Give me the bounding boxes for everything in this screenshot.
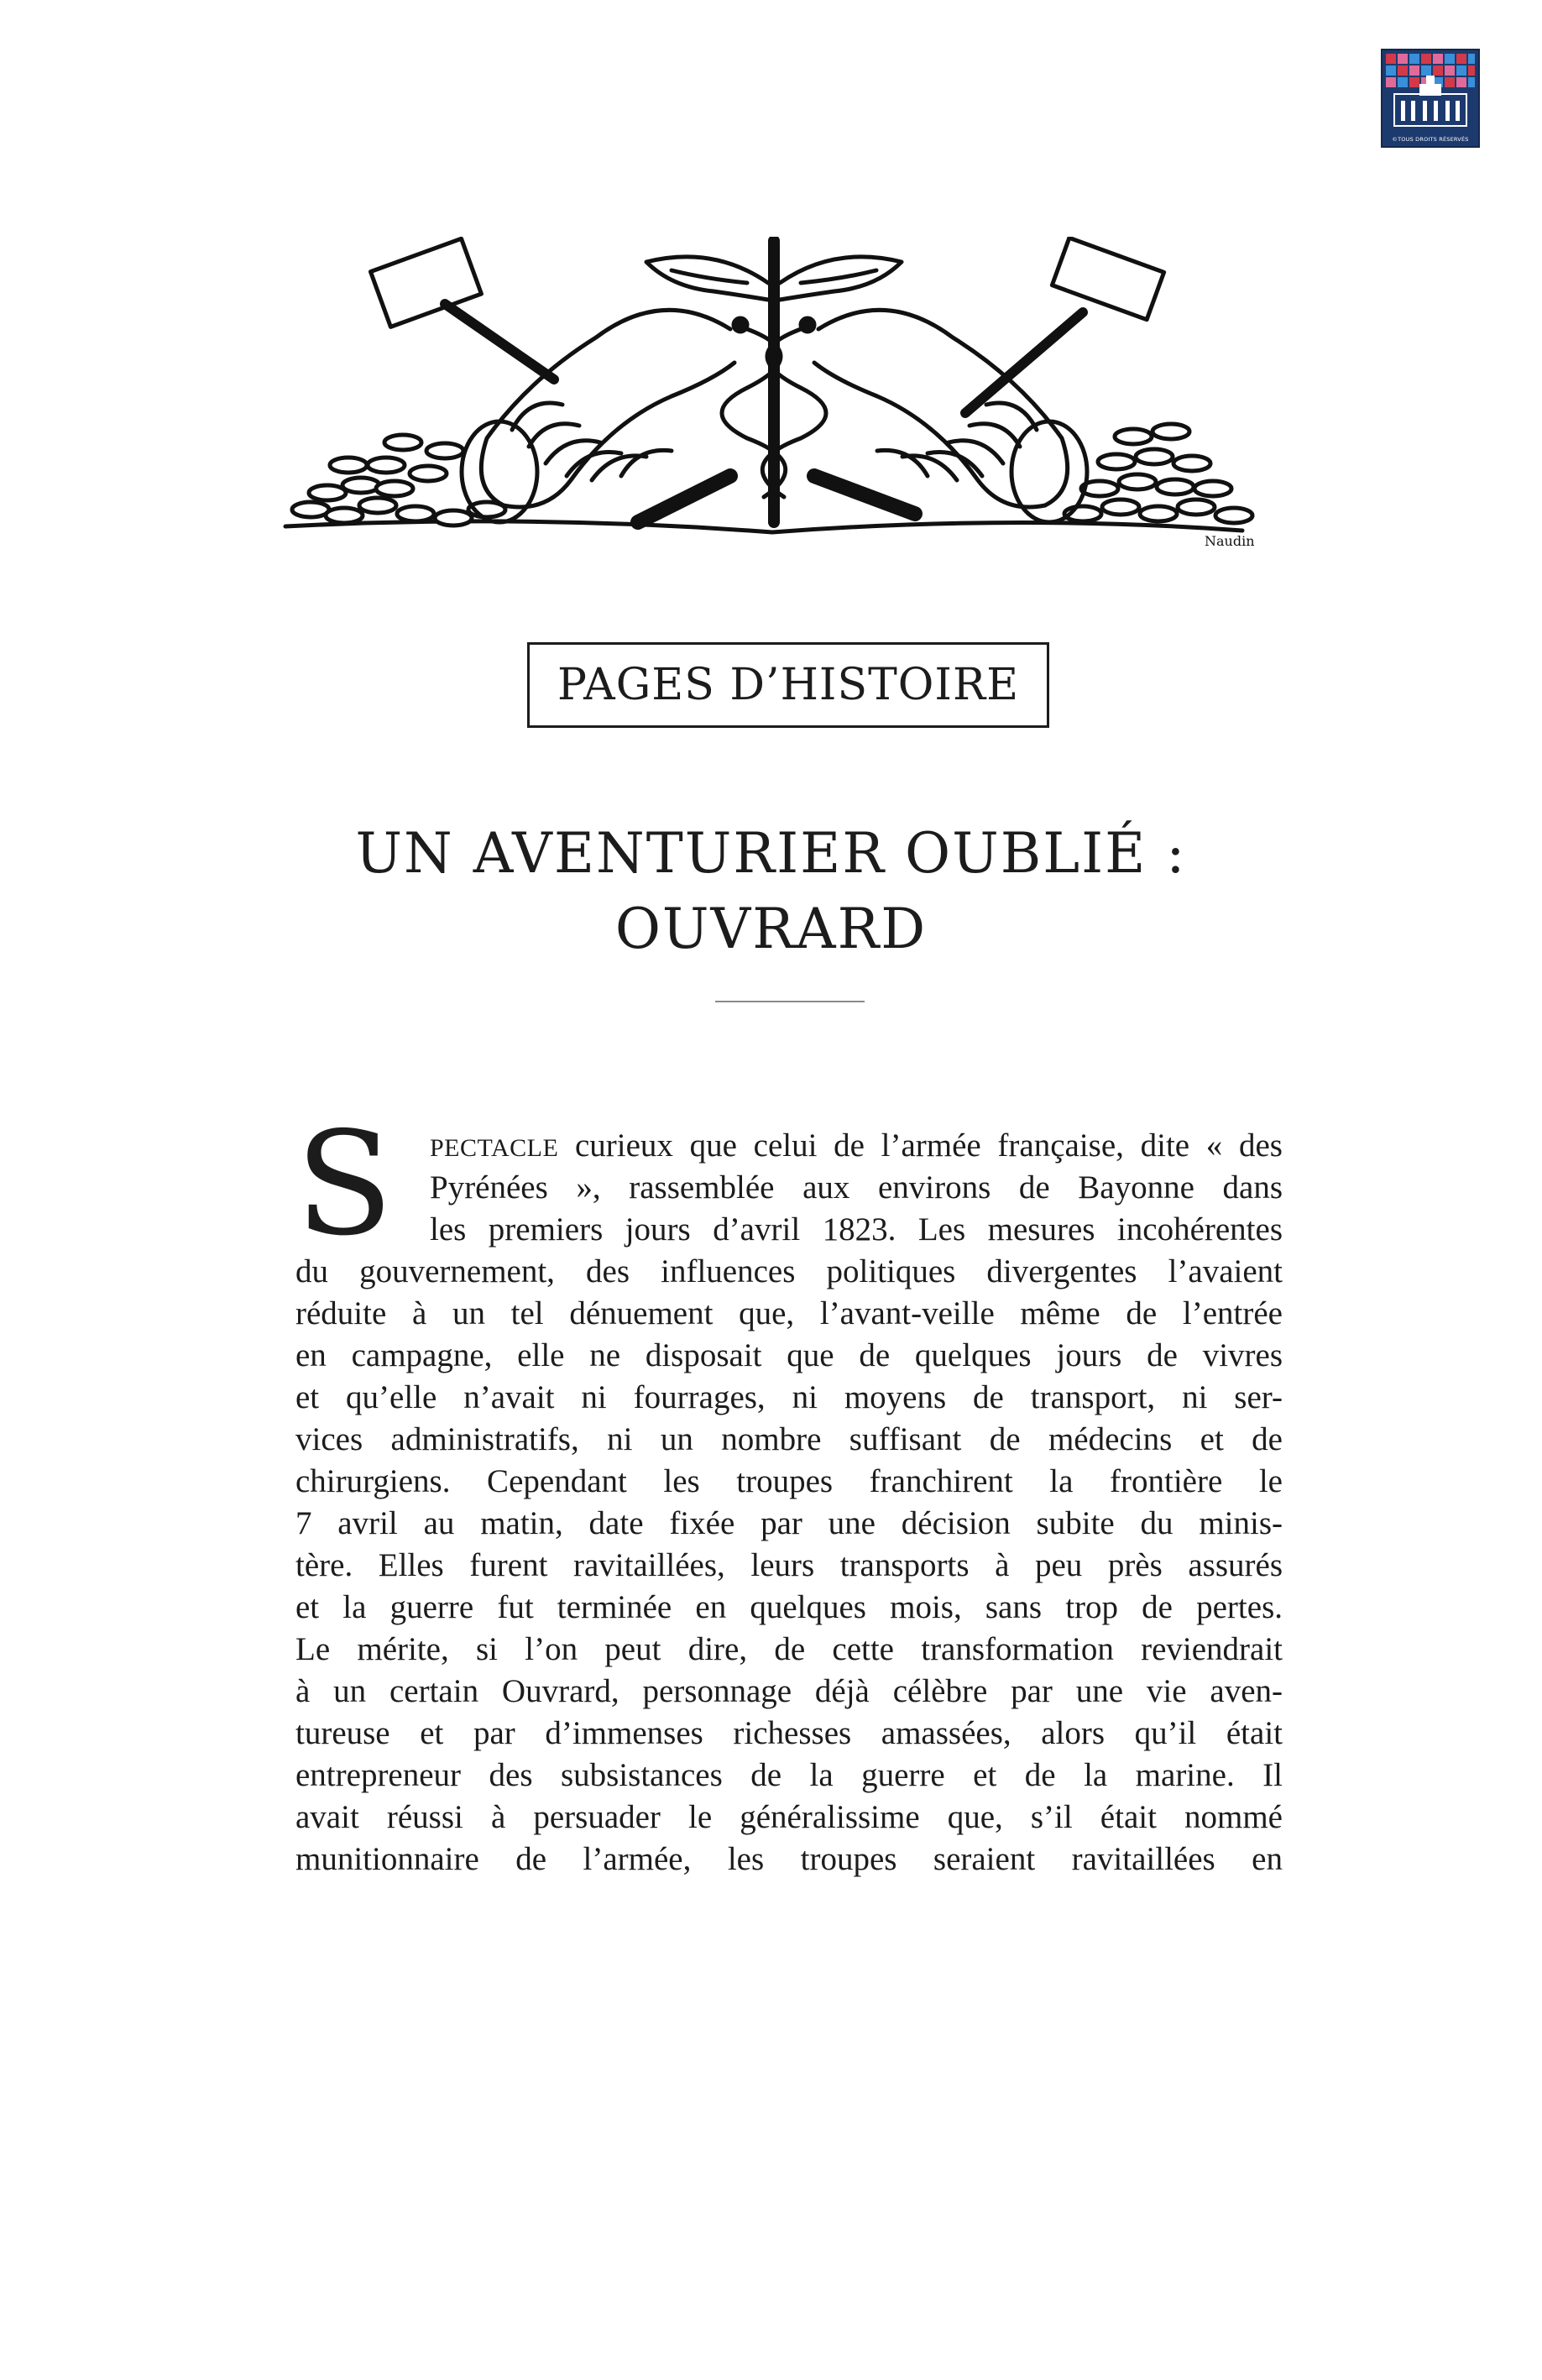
body-line-12: et la guerre fut terminée en quelques mois, sans trop de pertes. — [295, 1589, 1283, 1625]
body-line-5: réduite à un tel dénuement que, l’avant-veille même de l’entrée — [295, 1295, 1283, 1331]
body-line-7: et qu’elle n’avait ni fourrages, ni moyens de transport, ni ser- — [295, 1379, 1283, 1415]
title-divider — [715, 1001, 865, 1002]
body-line-10: 7 avril au matin, date fixée par une décision subite du minis- — [295, 1505, 1283, 1541]
body-line-11: tère. Elles furent ravitaillées, leurs transports à peu près assurés — [295, 1547, 1283, 1583]
publisher-logo — [1381, 49, 1480, 148]
body-line-2: Pyrénées », rassemblée aux environs de Bayonne dans — [430, 1169, 1283, 1206]
body-line-text: curieux que celui de l’armée française, dite « des — [558, 1127, 1283, 1164]
article-title-line-2: OUVRARD — [614, 897, 928, 961]
body-line-3: les premiers jours d’avril 1823. Les mesures incohérentes — [430, 1211, 1283, 1248]
first-word-smallcaps: PECTACLE — [430, 1134, 559, 1162]
body-line-6: en campagne, elle ne disposait que de quelques jours de vivres — [295, 1337, 1283, 1373]
section-label: PAGES D’HISTOIRE — [527, 642, 1049, 728]
body-line-17: avait réussi à persuader le généralissime que, s’il était nommé — [295, 1799, 1283, 1835]
engraving-illustration — [277, 237, 1272, 552]
drop-cap: S — [295, 1101, 394, 1268]
body-line-13: Le mérite, si l’on peut dire, de cette transformation reviendrait — [295, 1631, 1283, 1667]
body-line-9: chirurgiens. Cependant les troupes franchirent la frontière le — [295, 1463, 1283, 1499]
logo-mosaic-icon — [1383, 50, 1478, 138]
article-title-line-1: UN AVENTURIER OUBLIÉ : — [355, 821, 1187, 886]
body-line-14: à un certain Ouvrard, personnage déjà célèbre par une vie aven- — [295, 1673, 1283, 1709]
body-line-4: du gouvernement, des influences politiques divergentes l’avaient — [295, 1253, 1283, 1289]
body-line-16: entrepreneur des subsistances de la guerre et de la marine. Il — [295, 1757, 1283, 1793]
body-line-15: tureuse et par d’immenses richesses amassées, alors qu’il était — [295, 1715, 1283, 1751]
logo-caption: ©TOUS DROITS RÉSERVÉS — [1392, 136, 1469, 143]
body-line-1 — [430, 1125, 1283, 1167]
body-line-8: vices administratifs, ni un nombre suffisant de médecins et de — [295, 1421, 1283, 1457]
body-line-18: munitionnaire de l’armée, les troupes seraient ravitaillées en — [295, 1841, 1283, 1877]
engraving-signature: Naudin — [1205, 533, 1255, 549]
